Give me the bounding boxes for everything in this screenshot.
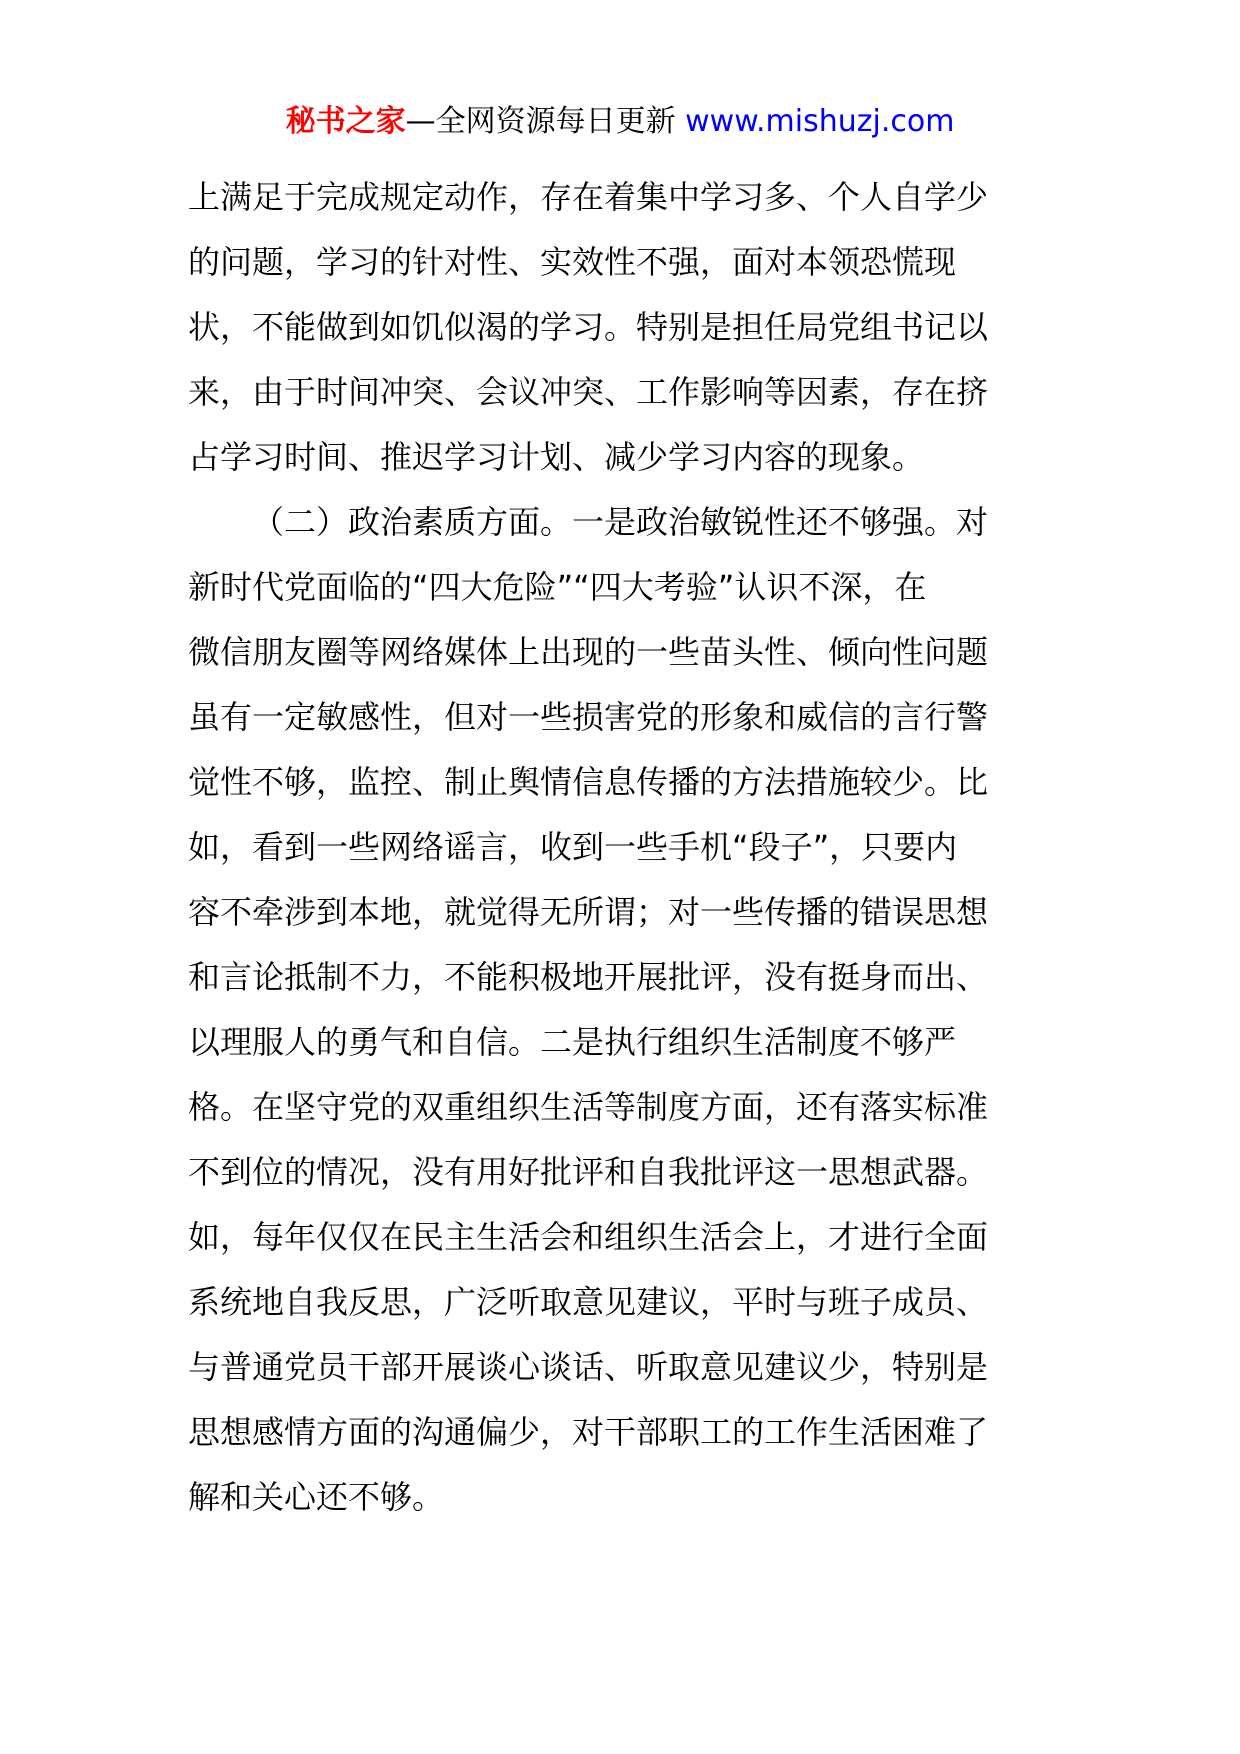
text-line: 如，每年仅仅在民主生活会和组织生活会上，才进行全面: [188, 1218, 989, 1256]
text-line: 来，由于时间冲突、会议冲突、工作影响等因素，存在挤: [188, 373, 989, 411]
text-line: 如，看到一些网络谣言，收到一些手机“段子”，只要内: [188, 828, 958, 866]
text-line: 微信朋友圈等网络媒体上出现的一些苗头性、倾向性问题: [188, 633, 989, 671]
text-line: 和言论抵制不力，不能积极地开展批评，没有挺身而出、: [188, 958, 989, 996]
site-url-link[interactable]: www.mishuzj.com: [685, 104, 955, 139]
text-line: 解和关心还不够。: [188, 1478, 445, 1516]
brand-name: 秘书之家: [285, 104, 406, 139]
paragraph-start-line: （二）政治素质方面。一是政治敏锐性还不够强。对: [252, 503, 989, 541]
text-line: 格。在坚守党的双重组织生活等制度方面，还有落实标准: [188, 1088, 989, 1126]
header-tagline: —全网资源每日更新: [405, 104, 686, 139]
document-body: [188, 165, 1038, 1530]
text-line: 与普通党员干部开展谈心谈话、听取意见建议少，特别是: [188, 1348, 989, 1386]
text-line: 的问题，学习的针对性、实效性不强，面对本领恐慌现: [188, 243, 957, 281]
text-line: 觉性不够，监控、制止舆情信息传播的方法措施较少。比: [188, 763, 989, 801]
text-line: 状，不能做到如饥似渴的学习。特别是担任局党组书记以: [188, 308, 989, 346]
text-line: 思想感情方面的沟通偏少，对干部职工的工作生活困难了: [188, 1413, 989, 1451]
text-line: 系统地自我反思，广泛听取意见建议，平时与班子成员、: [188, 1283, 989, 1321]
text-line: 新时代党面临的“四大危险”“四大考验”认识不深，在: [188, 568, 927, 606]
text-line: 占学习时间、推迟学习计划、减少学习内容的现象。: [188, 438, 925, 476]
page-header: [0, 100, 1240, 144]
text-line: 上满足于完成规定动作，存在着集中学习多、个人自学少: [188, 178, 989, 216]
text-line: 不到位的情况，没有用好批评和自我批评这一思想武器。: [188, 1153, 989, 1191]
text-line: 以理服人的勇气和自信。二是执行组织生活制度不够严: [188, 1023, 957, 1061]
text-line: 容不牵涉到本地，就觉得无所谓；对一些传播的错误思想: [188, 893, 989, 931]
text-line: 虽有一定敏感性，但对一些损害党的形象和威信的言行警: [188, 698, 989, 736]
